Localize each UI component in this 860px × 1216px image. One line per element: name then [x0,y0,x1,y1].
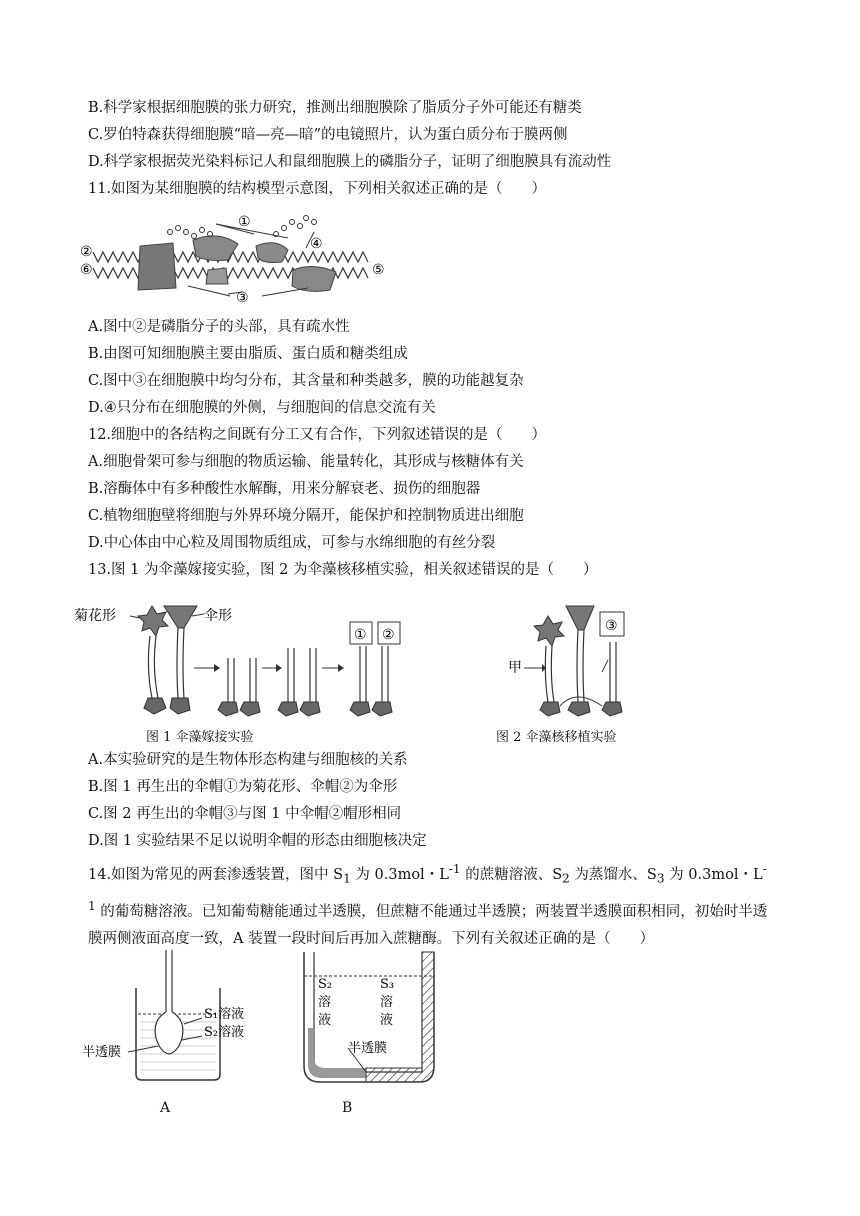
option-c-prev: C.罗伯特森获得细胞膜“暗—亮—暗”的电镜照片，认为蛋白质分布于膜两侧 [88,127,568,143]
box-3-label: ③ [605,618,618,634]
figure-2-caption: 图 2 伞藻核移植实验 [496,730,617,745]
figA-label-s1: S₁溶液 [204,1007,245,1022]
box-2-label: ② [382,627,395,643]
figB-s2-c: 液 [318,1013,332,1028]
apparatus-a [80,948,280,1088]
figure-1-grafting [72,598,420,718]
option-b-prev: B.科学家根据细胞膜的张力研究，推测出细胞膜除了脂质分子外可能还有糖类 [88,100,582,116]
figB-s2-a: S₂ [318,977,333,992]
label-1: ① [238,214,251,230]
q12-option-d: D.中心体由中心粒及周围物质组成，可参与水绵细胞的有丝分裂 [88,535,496,551]
q13-option-d: D.图 1 实验结果不足以说明伞帽的形态由细胞核决定 [88,833,427,849]
caption-b: B [342,1100,353,1116]
apparatus-b [300,948,440,1088]
figB-s3-b: 溶 [380,995,394,1010]
label-4: ④ [310,236,323,252]
box-1-label: ① [354,627,367,643]
q13-option-b: B.图 1 再生出的伞帽①为菊花形、伞帽②为伞形 [88,779,398,795]
q12-option-c: C.植物细胞壁将细胞与外界环境分隔开，能保护和控制物质进出细胞 [88,508,524,524]
label-jia: 甲 [508,660,522,676]
label-2: ② [80,244,93,260]
figure-2-nuclear-transplant [506,598,646,718]
label-3: ③ [236,290,249,306]
q12-option-b: B.溶酶体中有多种酸性水解酶，用来分解衰老、损伤的细胞器 [88,481,481,497]
q11-option-c: C.图中③在细胞膜中均匀分布，其含量和种类越多，膜的功能越复杂 [88,373,524,389]
figB-label-membrane: 半透膜 [348,1041,388,1056]
label-chrysanthemum: 菊花形 [74,608,116,624]
q11-option-d: D.④只分布在细胞膜的外侧，与细胞间的信息交流有关 [88,400,436,416]
option-d-prev: D.科学家根据荧光染料标记人和鼠细胞膜上的磷脂分子，证明了细胞膜具有流动性 [88,154,612,170]
caption-a: A [160,1100,171,1116]
figB-s3-c: 液 [380,1013,394,1028]
q13-option-c: C.图 2 再生出的伞帽③与图 1 中伞帽②帽形相同 [88,806,402,822]
q14-stem: 14.如图为常见的两套渗透装置，图中 $S_1$ 为 0.3mol・$L^{-1}$ 的蔗糖溶液、$S_2$ 为蒸馏水、$S_3$ 为 0.3mol・$L^{-1}$ 的葡萄糖溶液。已知葡萄糖能通过半透膜，但蔗糖不能通过半透膜；两装置半透膜面积相同，初始时半透膜两侧液面高度一致，A 装置一段时间后再加入蔗糖酶。下列有关叙述正确的是（ ） [88,862,768,947]
label-umbrella: 伞形 [204,608,232,624]
q13-option-a: A.本实验研究的是生物体形态构建与细胞核的关系 [88,752,408,768]
q11-stem: 11.如图为某细胞膜的结构模型示意图，下列相关叙述正确的是（ ） [88,181,547,197]
label-6: ⑥ [80,262,93,278]
figA-label-s2: S₂溶液 [204,1025,245,1040]
figB-s2-b: 溶 [318,995,332,1010]
q12-stem: 12.细胞中的各结构之间既有分工又有合作，下列叙述错误的是（ ） [88,427,547,443]
figure-1-caption: 图 1 伞藻嫁接实验 [146,730,254,745]
q11-option-a: A.图中②是磷脂分子的头部，具有疏水性 [88,319,350,335]
figB-s3-a: S₃ [380,977,395,992]
q13-stem: 13.图 1 为伞藻嫁接实验，图 2 为伞藻核移植实验，相关叙述错误的是（ ） [88,562,598,578]
figA-label-membrane: 半透膜 [82,1045,122,1060]
q12-option-a: A.细胞骨架可参与细胞的物质运输、能量转化，其形成与核糖体有关 [88,454,524,470]
membrane-diagram [78,210,398,310]
label-5: ⑤ [372,262,385,278]
q11-option-b: B.由图可知细胞膜主要由脂质、蛋白质和糖类组成 [88,346,408,362]
